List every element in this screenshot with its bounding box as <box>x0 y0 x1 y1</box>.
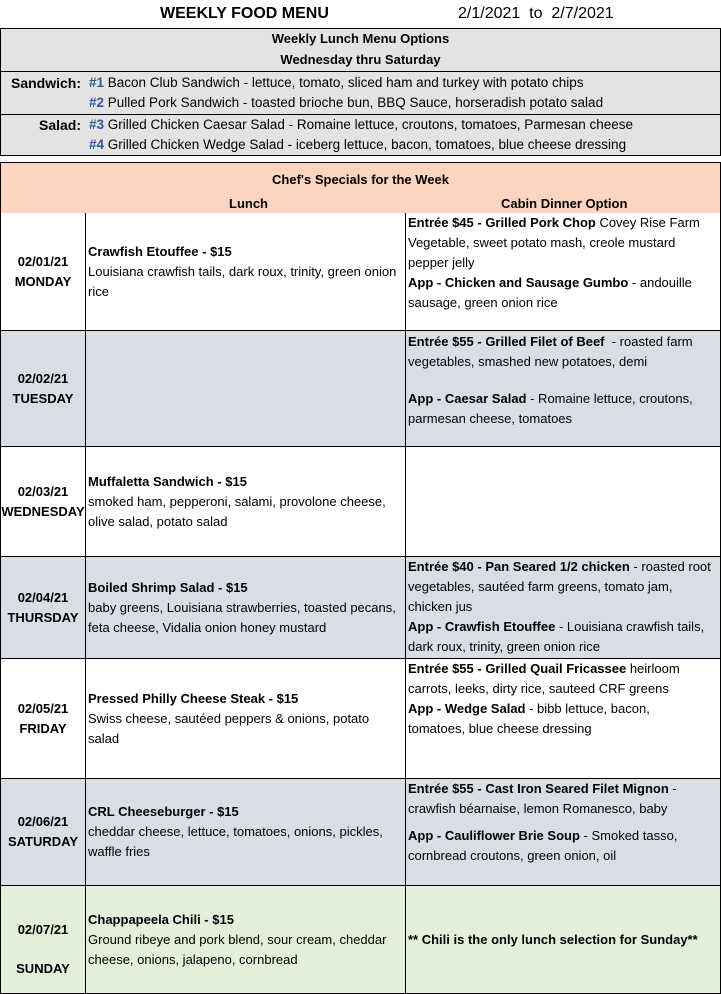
day-row-sunday <box>0 886 721 994</box>
lunch-desc: baby greens, Louisiana strawberries, toasted pecans, feta cheese, Vidalia onion honey mustard <box>88 599 396 635</box>
lunch-desc: smoked ham, pepperoni, salami, provolone cheese, olive salad, potato salad <box>88 493 386 529</box>
dinner-cell: Entrée $55 - Grilled Quail Fricassee heirloom carrots, leeks, dirty rice, sauteed CRF greens App - Wedge Salad - bibb lettuce, bacon, tomatoes, blue cheese dressing <box>408 661 680 736</box>
lunch-cell <box>86 213 406 330</box>
lunch-name: Crawfish Etouffee - $15 <box>88 243 232 259</box>
dinner-cell: Entrée $40 - Pan Seared 1/2 chicken - roasted root vegetables, sautéed farm greens, tomato jam, chicken jus App - Crawfish Etouffee - Louisiana crawfish tails, dark roux, trinity, green onion rice <box>408 559 711 654</box>
lunch-column-header: Lunch <box>229 196 268 211</box>
lunch-cell <box>86 779 406 885</box>
lunch-desc: Louisiana crawfish tails, dark roux, trinity, green onion rice <box>88 263 397 299</box>
lunch-options-heading: Weekly Lunch Menu Options <box>0 28 721 51</box>
day-row-thursday <box>0 557 721 659</box>
lunch-cell <box>86 331 406 446</box>
date-cell: 02/03/21 WEDNESDAY <box>1 447 86 556</box>
lunch-cell <box>86 557 406 658</box>
salad-label: Salad: <box>39 117 82 133</box>
lunch-desc: Swiss cheese, sautéed peppers & onions, potato salad <box>88 710 370 746</box>
dinner-column-header: Cabin Dinner Option <box>501 196 628 211</box>
chef-specials-header <box>0 162 721 214</box>
lunch-cell <box>86 447 406 556</box>
lunch-name: CRL Cheeseburger - $15 <box>88 804 239 819</box>
date-cell: 02/05/21 FRIDAY <box>1 659 86 778</box>
day-row-monday <box>0 213 721 331</box>
salad-options <box>0 115 721 156</box>
sandwich-label: Sandwich: <box>11 75 82 91</box>
lunch-option-2: #2 Pulled Pork Sandwich - toasted brioche bun, BBQ Sauce, horseradish potato salad <box>89 95 604 110</box>
sandwich-options <box>0 72 721 115</box>
lunch-name: Boiled Shrimp Salad - $15 <box>88 579 248 595</box>
lunch-cell <box>86 886 406 993</box>
date-cell: 02/06/21 SATURDAY <box>1 779 86 885</box>
date-cell: 02/02/21 TUESDAY <box>1 331 86 446</box>
day-row-friday <box>0 659 721 779</box>
lunch-option-1: #1 Bacon Club Sandwich - lettuce, tomato, sliced ham and turkey with potato chips <box>89 75 584 90</box>
day-row-saturday <box>0 779 721 886</box>
date-cell: 02/04/21 THURSDAY <box>1 557 86 658</box>
lunch-name: Muffaletta Sandwich - $15 <box>88 473 247 489</box>
dinner-cell: Entrée $55 - Grilled Filet of Beef - roasted farm vegetables, smashed new potatoes, demi App - Caesar Salad - Romaine lettuce, croutons, parmesan cheese, tomatoes <box>408 334 693 426</box>
lunch-name: Pressed Philly Cheese Steak - $15 <box>88 690 299 706</box>
lunch-name: Chappapeela Chili - $15 <box>88 911 234 927</box>
dinner-cell: Entrée $45 - Grilled Pork Chop Covey Rise Farm Vegetable, sweet potato mash, creole mustard pepper jelly App - Chicken and Sausage Gumbo - andouille sausage, green onion rice <box>408 215 700 310</box>
chef-specials-heading: Chef's Specials for the Week <box>272 172 449 187</box>
dinner-cell: Entrée $55 - Cast Iron Seared Filet Mignon - crawfish béarnaise, lemon Romanesco, baby App - Cauliflower Brie Soup - Smoked tasso, cornbread croutons, green onion, oil <box>408 781 678 863</box>
lunch-desc: cheddar cheese, lettuce, tomatoes, onions, pickles, waffle fries <box>88 824 383 859</box>
dinner-cell <box>406 447 720 556</box>
day-row-wednesday <box>0 447 721 557</box>
menu-title: WEEKLY FOOD MENU <box>160 5 329 22</box>
date-cell: 02/07/21 SUNDAY <box>1 886 86 993</box>
lunch-options-days: Wednesday thru Saturday <box>0 50 721 72</box>
lunch-cell <box>86 659 406 778</box>
date-cell: 02/01/21 MONDAY <box>1 213 86 330</box>
lunch-option-4: #4 Grilled Chicken Wedge Salad - iceberg lettuce, bacon, tomatoes, blue cheese dressing <box>89 137 627 152</box>
sunday-note: ** Chili is the only lunch selection for Sunday** <box>408 931 698 947</box>
day-row-tuesday <box>0 331 721 447</box>
lunch-option-3: #3 Grilled Chicken Caesar Salad - Romaine lettuce, croutons, tomatoes, Parmesan cheese <box>89 117 634 132</box>
menu-date-range: 2/1/2021 to 2/7/2021 <box>458 5 614 22</box>
dinner-cell <box>406 886 720 993</box>
lunch-desc: Ground ribeye and pork blend, sour cream, cheddar cheese, onions, jalapeno, cornbread <box>88 931 387 967</box>
